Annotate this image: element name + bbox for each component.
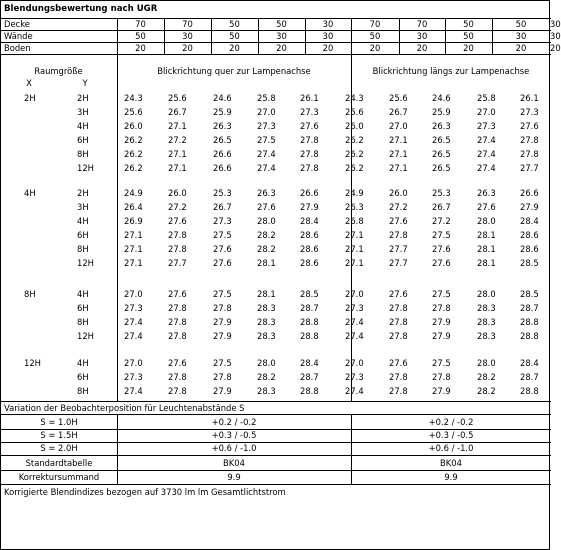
- ugr-value-across: 26.0: [124, 121, 143, 131]
- ugr-value-across: 26.7: [213, 202, 232, 212]
- ugr-value-along: 27.8: [389, 372, 408, 382]
- reflectance-value: 70: [135, 19, 146, 29]
- ugr-value-along: 28.8: [520, 317, 539, 327]
- ugr-value-along: 27.8: [432, 303, 451, 313]
- room-size-label: Raumgröße: [34, 66, 83, 76]
- ugr-value-along: 27.8: [520, 135, 539, 145]
- spacing-label: S = 2.0H: [40, 443, 78, 453]
- row-divider: [1, 470, 551, 471]
- reflectance-value: 20: [229, 43, 240, 53]
- ugr-value-across: 28.2: [257, 244, 276, 254]
- ugr-value-along: 28.6: [520, 244, 539, 254]
- ugr-value-across: 27.9: [213, 317, 232, 327]
- ugr-value-across: 27.0: [257, 107, 276, 117]
- ugr-value-along: 26.0: [389, 188, 408, 198]
- ugr-value-along: 28.7: [520, 303, 539, 313]
- ugr-value-across: 27.9: [300, 202, 319, 212]
- reflectance-value: 70: [416, 19, 428, 29]
- column-divider: [117, 54, 118, 402]
- ugr-value-across: 26.5: [213, 135, 232, 145]
- ugr-value-along: 27.5: [432, 358, 451, 368]
- reflectance-label: Boden: [4, 43, 31, 53]
- ugr-value-across: 27.5: [257, 135, 276, 145]
- reflectance-label: Wände: [4, 31, 33, 41]
- ugr-value-along: 27.8: [389, 386, 408, 396]
- ugr-value-along: 28.3: [477, 331, 496, 341]
- ugr-value-across: 28.4: [300, 358, 319, 368]
- x-header: X: [26, 78, 32, 88]
- ugr-value-along: 27.4: [477, 149, 496, 159]
- ugr-value-across: 28.4: [300, 216, 319, 226]
- ugr-value-across: 27.6: [257, 202, 276, 212]
- ugr-value-along: 27.4: [477, 163, 496, 173]
- ugr-value-along: 27.8: [389, 230, 408, 240]
- row-divider: [1, 414, 551, 415]
- ugr-value-along: 26.1: [520, 93, 539, 103]
- reflectance-value: 70: [369, 19, 381, 29]
- column-divider: [492, 18, 493, 54]
- ugr-value-across: 27.8: [300, 163, 319, 173]
- ugr-value-across: 25.3: [213, 188, 232, 198]
- column-divider: [399, 18, 400, 54]
- ugr-value-across: 27.4: [257, 163, 276, 173]
- correction-across: 9.9: [227, 472, 241, 482]
- ugr-value-across: 27.3: [300, 107, 319, 117]
- ugr-value-along: 27.4: [345, 386, 364, 396]
- ugr-value-across: 27.8: [168, 303, 187, 313]
- ugr-value-along: 27.6: [389, 216, 408, 226]
- ugr-value-across: 27.1: [168, 163, 187, 173]
- ugr-value-across: 28.8: [300, 317, 319, 327]
- ugr-value-across: 26.9: [124, 216, 143, 226]
- ugr-value-along: 28.6: [520, 230, 539, 240]
- column-divider: [117, 414, 118, 484]
- ugr-value-along: 28.1: [477, 230, 496, 240]
- reflectance-value: 20: [416, 43, 428, 53]
- ugr-value-along: 27.3: [520, 107, 539, 117]
- ugr-value-across: 27.4: [124, 386, 143, 396]
- standard-table-label: Standardtabelle: [25, 458, 93, 468]
- column-divider: [445, 18, 446, 54]
- ugr-value-across: 27.1: [168, 149, 187, 159]
- ugr-value-across: 27.8: [300, 149, 319, 159]
- ugr-value-along: 27.6: [520, 121, 539, 131]
- ugr-value-along: 28.4: [520, 216, 539, 226]
- header-viewing-along: Blickrichtung längs zur Lampenachse: [372, 66, 530, 76]
- ugr-value-along: 27.9: [432, 317, 451, 327]
- ugr-value-along: 28.5: [520, 258, 539, 268]
- group-x-value: 8H: [24, 289, 36, 299]
- reflectance-value: 20: [550, 43, 561, 53]
- group-x-value: 2H: [24, 93, 36, 103]
- group-y-value: 6H: [77, 135, 89, 145]
- ugr-value-across: 26.6: [300, 188, 319, 198]
- ugr-value-across: 28.1: [257, 289, 276, 299]
- ugr-value-across: 27.4: [124, 331, 143, 341]
- ugr-value-along: 28.8: [520, 331, 539, 341]
- ugr-value-across: 27.0: [124, 358, 143, 368]
- ugr-value-across: 26.2: [124, 163, 143, 173]
- ugr-value-along: 26.6: [520, 188, 539, 198]
- ugr-value-across: 27.2: [168, 135, 187, 145]
- ugr-value-along: 24.6: [432, 93, 451, 103]
- ugr-value-across: 28.0: [257, 216, 276, 226]
- ugr-value-across: 27.1: [168, 121, 187, 131]
- group-y-value: 8H: [77, 149, 89, 159]
- ugr-value-along: 28.0: [477, 358, 496, 368]
- ugr-value-across: 26.3: [213, 121, 232, 131]
- column-divider: [351, 414, 352, 484]
- ugr-value-across: 27.6: [168, 216, 187, 226]
- ugr-value-along: 25.9: [432, 107, 451, 117]
- ugr-value-along: 27.2: [432, 216, 451, 226]
- ugr-value-along: 27.7: [520, 163, 539, 173]
- ugr-value-across: 28.5: [300, 289, 319, 299]
- ugr-value-across: 28.6: [300, 244, 319, 254]
- ugr-value-along: 26.7: [432, 202, 451, 212]
- group-y-value: 6H: [77, 372, 89, 382]
- ugr-value-along: 27.0: [389, 121, 408, 131]
- ugr-value-along: 27.0: [345, 289, 364, 299]
- ugr-value-along: 26.5: [432, 163, 451, 173]
- ugr-value-along: 27.4: [477, 135, 496, 145]
- group-x-value: 4H: [24, 188, 36, 198]
- ugr-value-across: 26.4: [124, 202, 143, 212]
- group-y-value: 2H: [77, 188, 89, 198]
- ugr-value-along: 28.5: [520, 289, 539, 299]
- ugr-value-along: 27.3: [477, 121, 496, 131]
- ugr-value-along: 27.0: [345, 358, 364, 368]
- variation-across: +0.3 / -0.5: [211, 430, 257, 440]
- row-divider: [1, 484, 551, 485]
- ugr-value-along: 27.9: [432, 331, 451, 341]
- ugr-value-along: 24.9: [345, 188, 364, 198]
- ugr-value-across: 27.3: [124, 372, 143, 382]
- ugr-value-across: 26.2: [124, 149, 143, 159]
- row-divider: [1, 54, 551, 55]
- ugr-value-across: 28.2: [257, 230, 276, 240]
- y-header: Y: [82, 78, 88, 88]
- ugr-value-along: 27.6: [389, 358, 408, 368]
- ugr-value-across: 27.6: [168, 289, 187, 299]
- group-y-value: 12H: [77, 163, 94, 173]
- group-y-value: 3H: [77, 202, 89, 212]
- ugr-value-across: 28.7: [300, 303, 319, 313]
- group-y-value: 8H: [77, 244, 89, 254]
- ugr-value-along: 26.7: [389, 107, 408, 117]
- ugr-value-across: 28.6: [300, 258, 319, 268]
- variation-across: +0.2 / -0.2: [211, 417, 257, 427]
- ugr-value-along: 28.1: [477, 258, 496, 268]
- ugr-value-along: 26.3: [477, 188, 496, 198]
- ugr-value-along: 27.1: [389, 135, 408, 145]
- ugr-value-along: 27.4: [345, 317, 364, 327]
- group-x-value: 12H: [24, 358, 41, 368]
- ugr-value-along: 27.7: [389, 244, 408, 254]
- ugr-value-along: 25.6: [389, 93, 408, 103]
- reflectance-value: 20: [463, 43, 474, 53]
- ugr-value-along: 27.8: [389, 317, 408, 327]
- ugr-value-along: 26.5: [432, 135, 451, 145]
- ugr-value-across: 25.6: [124, 107, 143, 117]
- ugr-value-along: 28.8: [520, 386, 539, 396]
- ugr-value-across: 28.7: [300, 372, 319, 382]
- ugr-value-across: 27.8: [213, 372, 232, 382]
- group-y-value: 6H: [77, 303, 89, 313]
- ugr-value-along: 26.2: [345, 163, 364, 173]
- ugr-value-along: 27.0: [477, 107, 496, 117]
- ugr-value-across: 27.9: [213, 331, 232, 341]
- ugr-value-across: 27.1: [124, 230, 143, 240]
- ugr-value-across: 25.9: [213, 107, 232, 117]
- ugr-value-along: 27.1: [345, 258, 364, 268]
- reflectance-value: 50: [515, 19, 527, 29]
- ugr-value-across: 28.3: [257, 331, 276, 341]
- ugr-value-across: 27.6: [213, 258, 232, 268]
- ugr-value-along: 26.0: [345, 121, 364, 131]
- reflectance-value: 30: [515, 31, 527, 41]
- reflectance-value: 50: [229, 19, 240, 29]
- reflectance-value: 30: [550, 19, 561, 29]
- ugr-value-across: 27.5: [213, 289, 232, 299]
- ugr-value-across: 28.3: [257, 386, 276, 396]
- group-y-value: 2H: [77, 93, 89, 103]
- ugr-value-across: 27.2: [168, 202, 187, 212]
- ugr-value-along: 27.1: [389, 149, 408, 159]
- ugr-value-across: 26.3: [257, 188, 276, 198]
- ugr-value-across: 26.2: [124, 135, 143, 145]
- reflectance-value: 30: [276, 31, 287, 41]
- ugr-value-along: 27.4: [345, 331, 364, 341]
- spacing-label: S = 1.0H: [40, 417, 78, 427]
- group-y-value: 8H: [77, 386, 89, 396]
- ugr-value-across: 27.6: [213, 244, 232, 254]
- reflectance-value: 30: [416, 31, 428, 41]
- ugr-value-along: 27.1: [345, 244, 364, 254]
- ugr-value-across: 27.6: [168, 358, 187, 368]
- ugr-value-across: 26.6: [213, 163, 232, 173]
- ugr-value-across: 26.7: [168, 107, 187, 117]
- reflectance-value: 50: [276, 19, 287, 29]
- ugr-value-along: 27.6: [477, 202, 496, 212]
- reflectance-value: 20: [322, 43, 334, 53]
- group-y-value: 4H: [77, 358, 89, 368]
- ugr-value-along: 27.3: [345, 303, 364, 313]
- ugr-value-along: 26.2: [345, 149, 364, 159]
- ugr-value-along: 26.3: [345, 202, 364, 212]
- ugr-value-along: 28.2: [477, 372, 496, 382]
- reflectance-value: 50: [463, 19, 474, 29]
- ugr-value-across: 27.4: [257, 149, 276, 159]
- ugr-value-along: 27.1: [345, 230, 364, 240]
- ugr-value-across: 27.6: [300, 121, 319, 131]
- reflectance-value: 30: [322, 31, 334, 41]
- ugr-value-along: 24.3: [345, 93, 364, 103]
- ugr-value-along: 27.1: [389, 163, 408, 173]
- group-y-value: 4H: [77, 121, 89, 131]
- group-y-value: 12H: [77, 258, 94, 268]
- ugr-value-across: 28.3: [257, 303, 276, 313]
- correction-label: Korrektursummand: [18, 472, 100, 482]
- ugr-value-along: 27.6: [432, 244, 451, 254]
- ugr-value-along: 27.8: [389, 331, 408, 341]
- ugr-value-across: 28.2: [257, 372, 276, 382]
- reflectance-value: 20: [369, 43, 381, 53]
- ugr-value-along: 26.8: [345, 216, 364, 226]
- column-divider: [164, 18, 165, 54]
- ugr-value-along: 27.3: [345, 372, 364, 382]
- ugr-value-along: 26.3: [432, 121, 451, 131]
- reflectance-value: 30: [550, 31, 561, 41]
- ugr-value-across: 27.8: [168, 386, 187, 396]
- footnote: Korrigierte Blendindizes bezogen auf 3730 lm lm Gesamtlichtstrom: [4, 487, 286, 497]
- row-divider: [1, 401, 551, 402]
- ugr-value-across: 27.8: [168, 317, 187, 327]
- group-y-value: 12H: [77, 331, 94, 341]
- reflectance-value: 20: [182, 43, 193, 53]
- reflectance-value: 30: [322, 19, 334, 29]
- ugr-value-across: 27.9: [213, 386, 232, 396]
- ugr-value-along: 27.7: [389, 258, 408, 268]
- ugr-value-along: 27.5: [432, 289, 451, 299]
- reflectance-value: 70: [182, 19, 193, 29]
- ugr-value-across: 27.8: [168, 372, 187, 382]
- ugr-value-along: 27.6: [432, 258, 451, 268]
- variation-label: Variation der Beobachterposition für Leuchtenabstände S: [4, 403, 245, 413]
- ugr-value-along: 26.2: [345, 135, 364, 145]
- ugr-value-across: 27.8: [168, 230, 187, 240]
- ugr-value-across: 27.5: [213, 358, 232, 368]
- ugr-value-across: 28.0: [257, 358, 276, 368]
- ugr-value-across: 28.8: [300, 331, 319, 341]
- variation-across: +0.6 / -1.0: [211, 443, 257, 453]
- ugr-value-across: 27.5: [213, 230, 232, 240]
- ugr-value-across: 28.8: [300, 386, 319, 396]
- table-title: Blendungsbewertung nach UGR: [4, 4, 158, 14]
- reflectance-value: 20: [135, 43, 146, 53]
- ugr-value-across: 27.1: [124, 244, 143, 254]
- ugr-value-across: 27.3: [257, 121, 276, 131]
- reflectance-value: 20: [276, 43, 287, 53]
- correction-along: 9.9: [444, 472, 458, 482]
- reflectance-value: 50: [229, 31, 240, 41]
- reflectance-value: 50: [135, 31, 146, 41]
- ugr-value-along: 28.1: [477, 244, 496, 254]
- group-y-value: 6H: [77, 230, 89, 240]
- ugr-value-along: 28.4: [520, 358, 539, 368]
- ugr-value-along: 27.9: [520, 202, 539, 212]
- reflectance-value: 30: [182, 31, 193, 41]
- standard-table-along: BK04: [440, 458, 462, 468]
- variation-along: +0.3 / -0.5: [428, 430, 474, 440]
- ugr-value-along: 27.2: [389, 202, 408, 212]
- ugr-value-along: 26.5: [432, 149, 451, 159]
- ugr-value-across: 28.1: [257, 258, 276, 268]
- ugr-value-across: 26.6: [213, 149, 232, 159]
- group-y-value: 8H: [77, 317, 89, 327]
- column-divider: [351, 18, 352, 54]
- ugr-value-along: 28.7: [520, 372, 539, 382]
- ugr-value-across: 24.9: [124, 188, 143, 198]
- ugr-value-across: 24.6: [213, 93, 232, 103]
- ugr-value-across: 26.0: [168, 188, 187, 198]
- ugr-value-across: 27.8: [213, 303, 232, 313]
- ugr-value-across: 27.1: [124, 258, 143, 268]
- header-viewing-across: Blickrichtung quer zur Lampenachse: [157, 66, 311, 76]
- ugr-value-along: 27.5: [432, 230, 451, 240]
- ugr-value-along: 28.3: [477, 317, 496, 327]
- ugr-value-along: 28.0: [477, 289, 496, 299]
- spacing-label: S = 1.5H: [40, 430, 78, 440]
- ugr-value-across: 27.7: [168, 258, 187, 268]
- ugr-value-across: 27.0: [124, 289, 143, 299]
- group-y-value: 3H: [77, 107, 89, 117]
- column-divider: [117, 18, 118, 54]
- ugr-value-across: 27.8: [168, 244, 187, 254]
- ugr-value-across: 25.8: [257, 93, 276, 103]
- ugr-value-along: 28.2: [477, 386, 496, 396]
- ugr-value-along: 27.8: [520, 149, 539, 159]
- ugr-value-along: 27.6: [389, 289, 408, 299]
- ugr-value-along: 25.8: [477, 93, 496, 103]
- ugr-value-across: 26.1: [300, 93, 319, 103]
- ugr-value-across: 28.3: [257, 317, 276, 327]
- ugr-value-across: 27.8: [300, 135, 319, 145]
- variation-along: +0.2 / -0.2: [428, 417, 474, 427]
- ugr-value-along: 28.3: [477, 303, 496, 313]
- column-divider: [211, 18, 212, 54]
- reflectance-label: Decke: [4, 19, 30, 29]
- ugr-value-along: 25.3: [432, 188, 451, 198]
- ugr-value-across: 27.4: [124, 317, 143, 327]
- reflectance-value: 20: [515, 43, 527, 53]
- ugr-value-along: 27.8: [389, 303, 408, 313]
- variation-along: +0.6 / -1.0: [428, 443, 474, 453]
- group-y-value: 4H: [77, 289, 89, 299]
- ugr-value-along: 27.8: [432, 372, 451, 382]
- ugr-value-across: 24.3: [124, 93, 143, 103]
- group-y-value: 4H: [77, 216, 89, 226]
- ugr-value-across: 27.3: [124, 303, 143, 313]
- ugr-value-along: 28.0: [477, 216, 496, 226]
- column-divider: [305, 18, 306, 54]
- ugr-value-across: 27.3: [213, 216, 232, 226]
- ugr-value-across: 27.8: [168, 331, 187, 341]
- reflectance-value: 50: [369, 31, 381, 41]
- reflectance-value: 50: [463, 31, 474, 41]
- column-divider: [258, 18, 259, 54]
- row-divider: [1, 455, 551, 456]
- ugr-value-along: 27.9: [432, 386, 451, 396]
- standard-table-across: BK04: [223, 458, 245, 468]
- ugr-value-across: 28.6: [300, 230, 319, 240]
- ugr-value-across: 25.6: [168, 93, 187, 103]
- ugr-value-along: 25.6: [345, 107, 364, 117]
